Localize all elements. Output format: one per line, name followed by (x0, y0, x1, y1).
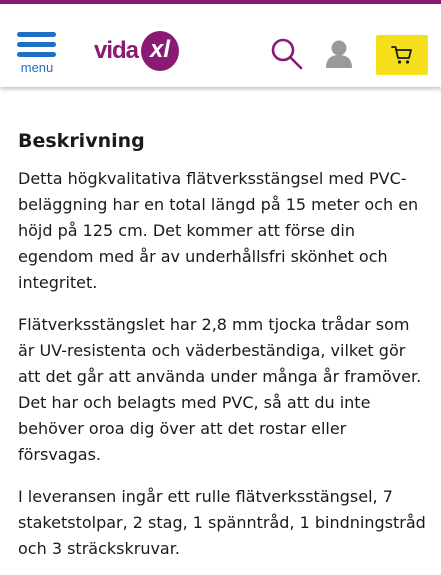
vidaxl-logo[interactable] (94, 31, 180, 75)
product-description (18, 130, 428, 575)
account-button[interactable] (323, 37, 355, 69)
hamburger-menu-icon (17, 32, 56, 37)
menu-label: menu (20, 60, 54, 75)
user-account-icon (323, 37, 355, 69)
hamburger-bar (17, 52, 56, 57)
logo-badge (141, 31, 179, 71)
hamburger-bar (17, 42, 56, 47)
description-heading: Beskrivning (18, 130, 145, 152)
menu-button[interactable] (16, 28, 58, 78)
logo-badge-text: xl (149, 36, 170, 63)
description-paragraph: Detta högkvalitativa flätverksstängsel med PVC-beläggning har en total längd på 15 meter och en höjd på 125 cm. Det kommer att förse din egendom med år av underhållsfri skönhet och integritet. (18, 169, 419, 292)
description-paragraph: I leveransen ingår ett rulle flätverksstängsel, 7 staketstolpar, 2 stag, 1 spänntråd, 1 bindningstråd och 3 sträckskruvar. (18, 487, 426, 558)
shopping-cart-icon (391, 45, 413, 65)
logo-wordmark: vida (94, 37, 139, 64)
search-icon (270, 37, 304, 71)
description-paragraph: Flätverksstängslet har 2,8 mm tjocka trådar som är UV-resistenta och väderbeständiga, vilket gör att det går att använda under många år framöver. Det har och belagts med PVC, så att du inte behöver oroa dig över att det rostar eller försvagas. (18, 315, 422, 464)
search-button[interactable] (270, 37, 304, 71)
cart-button[interactable] (376, 35, 428, 75)
site-header (0, 4, 441, 87)
